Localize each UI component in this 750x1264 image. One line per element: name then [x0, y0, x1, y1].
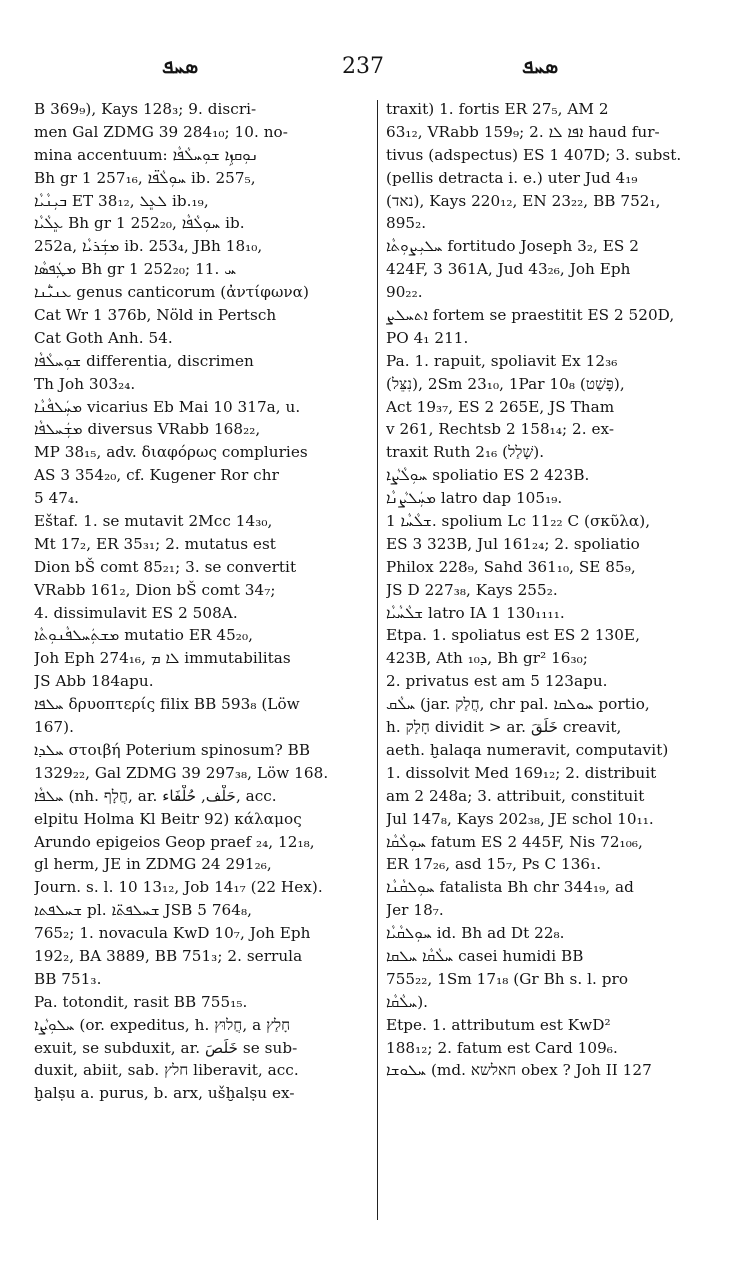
entry-line: traxit) 1. fortis ER 27₅, AM 2 [386, 100, 609, 118]
entry-line: traxit Ruth 2₁₆ (שָׁלַל). [386, 443, 545, 462]
entry-line: ܫܚܠܦܬܐ pl. ܫܚܠܦܬ̈ܐ JSB 5 764₈, [34, 901, 252, 920]
entry-line: Cat Wr 1 376b, Nöld in Pertsch [34, 306, 277, 325]
entry-line: Jer 18₇. [386, 901, 444, 920]
entry-line: Act 19₃₇, ES 2 265E, JS Tham [386, 397, 615, 416]
entry-line: exuit, se subduxit, ar. خَلَصَ se sub- [34, 1038, 298, 1057]
entry-line: 1. dissolvit Med 169₁₂; 2. distribuit [386, 763, 657, 782]
entry-line: 765₂; 1. novacula KwD 10₇, Joh Eph [34, 924, 311, 943]
entry-line: 755₂₂, 1Sm 17₁₈ (Gr Bh s. l. pro [386, 969, 629, 988]
entry-line: ܚܘܼܠܵܩܵܐ fatum ES 2 445F, Nis 72₁₀₆, [386, 832, 643, 851]
right-column [386, 98, 722, 1082]
entry-line: (pellis detracta i. e.) uter Jud 4₁₉ [386, 168, 638, 187]
entry-line: ܚܠܘܫܐ (md. חאלשא obex ? Joh II 127 [386, 1061, 652, 1080]
entry-line: ܡܫܲܚܠܦܵܐ diversus VRabb 168₂₂, [34, 420, 261, 439]
entry-line: ܫܠܵܚܵܝܵܐ latro IA 1 130₁₁₁₁. [386, 603, 565, 622]
entry-line: Joh Eph 274₁₆, ܠܐ ܡ immutabilitas [34, 649, 291, 668]
entry-line: ܚܠܝܼܨܘܼܬܵܐ fortitudo Joseph 3₂, ES 2 [386, 237, 639, 256]
page-number: 237 [342, 54, 384, 79]
entry-line: Philox 228₉, Sahd 361₁₀, SE 85₉, [386, 557, 636, 576]
entry-line: mina accentuum: ܢܘܼܩܙܹܐ ܫܘܼܚܠܵܦܵܐ [34, 145, 259, 164]
entry-line: gl herm, JE in ZDMG 24 291₂₆, [34, 855, 272, 874]
entry-line: 4. dissimulavit ES 2 508A. [34, 603, 238, 622]
entry-line: VRabb 161₂, Dion bŠ comt 34₇; [34, 580, 276, 599]
entry-line: 63₁₂, VRabb 159₉; 2. ܐܦܐ ܠܐ haud fur- [386, 122, 660, 141]
entry-line: ܥܢܝ̈ܵܢܐ genus canticorum (ἀντίφωνα) [34, 283, 309, 302]
entry-line: ܡܚܲܠܦܵܢܵܐ vicarius Eb Mai 10 317a, u. [34, 397, 301, 416]
page-header [0, 48, 750, 88]
entry-line: v 261, Rechtsb 2 158₁₄; 2. ex- [386, 420, 615, 439]
entry-line: Etpa. 1. spoliatus est ES 2 130E, [386, 626, 640, 645]
entry-line: ܚܠܘܼܨܵܐ (or. expeditus, h. חֲלוּץ, a חָלַץ [34, 1015, 291, 1034]
entry-line: (נִצֵּל), 2Sm 23₁₀, 1Par 10₈ (פָּשַׁט), [386, 374, 625, 393]
entry-line: ܚܘܼܠܩܵܢܵܐ fatalista Bh chr 344₁₉, ad [386, 878, 634, 897]
entry-line: 2. privatus est am 5 123apu. [386, 672, 608, 691]
entry-line: 167). [34, 718, 74, 737]
entry-line: elpitu Holma Kl Beitr 92) κάλαμος [34, 809, 302, 828]
running-headword-right: ܣܚܦ [522, 54, 559, 78]
entry-line: PO 4₁ 211. [386, 328, 469, 347]
entry-line: ܫܠܵܚܵܐ 1. spolium Lc 11₂₂ C (σκῦλα), [386, 512, 651, 531]
entry-line: AS 3 354₂₀, cf. Kugener Ror chr [34, 466, 279, 485]
entry-line: Bh gr 1 257₁₆, ܚܘܼܠܵܦ̈ܐ ib. 257₅, [34, 168, 256, 187]
entry-line: ḫalṣu a. purus, b. arx, ušḫalṣu ex- [34, 1084, 295, 1103]
column-divider [377, 100, 378, 1220]
entry-line: ܐܬܚܠܨ fortem se praestitit ES 2 520D, [386, 306, 675, 325]
entry-line: Mt 17₂, ER 35₃₁; 2. mutatus est [34, 534, 276, 553]
entry-line: ES 3 323B, Jul 161₂₄; 2. spoliatio [386, 534, 640, 553]
entry-line: Cat Goth Anh. 54. [34, 328, 173, 347]
entry-line: ܡܛܲܦܣܵܐ Bh gr 1 252₂₀; 11. ܚ [34, 260, 237, 279]
entry-line: 895₂. [386, 214, 427, 233]
entry-line: 252a, ܡܫܲܪܝܵܐ ib. 253₄, JBh 18₁₀, [34, 237, 263, 256]
entry-line: ܚܠܵܩ (jar. חֲלַק, chr pal. ܚܘܠܩܐ portio, [386, 695, 650, 714]
entry-line: ܚܠܵܩܵܐ). [386, 992, 428, 1011]
entry-line: tivus (adspectus) ES 1 407D; 3. subst. [386, 145, 682, 164]
entry-line: ܚܠܕܐ στοιβή Poterium spinosum? BB [34, 740, 311, 759]
entry-line: ܚܠܦܐ δρυοπτερίς filix BB 593₈ (Löw [34, 695, 300, 714]
entry-line: Etpe. 1. attributum est KwD² [386, 1015, 611, 1034]
entry-line: Th Joh 303₂₄. [34, 374, 136, 393]
entry-line: MP 38₁₅, adv. διαφόρως compluries [34, 443, 308, 462]
entry-line: ܚܘܼܠܩܵܝܵܐ id. Bh ad Dt 22₈. [386, 924, 565, 943]
entry-line: Pa. totondit, rasit BB 755₁₅. [34, 992, 248, 1011]
entry-line: ܚܘܼܠܵܨܵܐ spoliatio ES 2 423B. [386, 466, 590, 485]
entry-line: ܡܫܬܲܚܠܦܵܢܘܼܬܵܐ mutatio ER 45₂₀, [34, 626, 253, 645]
entry-line: ܚܠܵܩܵܐ ܚܠܩܐ casei humidi BB [386, 946, 584, 965]
entry-line: ܒܝܼܢܵܝܵܐ ET 38₁₂, ܠܥܸܠ ib.₁₉, [34, 191, 209, 210]
entry-line: JS D 227₃₈, Kays 255₂. [386, 580, 558, 599]
entry-line: 423B, Ath ܕ₁₀, Bh gr² 16₃₀; [386, 649, 588, 668]
entry-line: Jul 147₈, Kays 202₃₈, JE schol 10₁₁. [386, 809, 654, 828]
entry-line: JS Abb 184apu. [34, 672, 154, 691]
running-headword-left: ܣܚܦ [162, 54, 199, 78]
entry-line: Eštaf. 1. se mutavit 2Mcc 14₃₀, [34, 512, 273, 531]
entry-line: aeth. ḫalaqa numeravit, computavit) [386, 740, 669, 759]
left-column [34, 98, 372, 1105]
entry-line: h. חָלַק dividit > ar. خَلَقَ creavit, [386, 718, 622, 737]
entry-line: B 369₉), Kays 128₃; 9. discri- [34, 100, 257, 118]
entry-line: 424F, 3 361A, Jud 43₂₆, Joh Eph [386, 260, 631, 279]
entry-line: ܚܠܦܵܐ (nh. חֲלָף, ar. حَلْف, حُلْفَاء, acc. [34, 786, 277, 805]
entry-line: Pa. 1. rapuit, spoliavit Ex 12₃₆ [386, 351, 618, 370]
entry-line: 1329₂₂, Gal ZDMG 39 297₃₈, Löw 168. [34, 763, 329, 782]
entry-line: 90₂₂. [386, 283, 423, 302]
entry-line: 5 47₄. [34, 489, 80, 508]
entry-line: men Gal ZDMG 39 284₁₀; 10. no- [34, 122, 288, 141]
entry-line: BB 751₃. [34, 969, 102, 988]
entry-line: duxit, abiit, sab. חלץ liberavit, acc. [34, 1061, 299, 1080]
entry-line: am 2 248a; 3. attribuit, constituit [386, 786, 645, 805]
entry-line: (נאד), Kays 220₁₂, EN 23₂₂, BB 752₁, [386, 191, 661, 210]
entry-line: ER 17₂₆, asd 15₇, Ps C 136₁. [386, 855, 602, 874]
entry-line: Journ. s. l. 10 13₁₂, Job 14₁₇ (22 Hex). [34, 878, 323, 897]
entry-line: 188₁₂; 2. fatum est Card 109₆. [386, 1038, 618, 1057]
entry-line: ܡܚܲܠܨܵܢܵܐ latro dap 105₁₉. [386, 489, 563, 508]
entry-line: 192₂, BA 3889, BB 751₃; 2. serrula [34, 946, 303, 965]
entry-line: ܥܸܠܵܝܵܐ Bh gr 1 252₂₀, ܚܘܼܠܵܦܵܐ ib. [34, 214, 245, 233]
entry-line: ܫܘܼܚܠܵܦܵܐ differentia, discrimen [34, 351, 254, 370]
entry-line: Arundo epigeios Geop praef ₂₄, 12₁₈, [34, 832, 315, 851]
entry-line: Dion bŠ comt 85₂₁; 3. se convertit [34, 557, 297, 576]
